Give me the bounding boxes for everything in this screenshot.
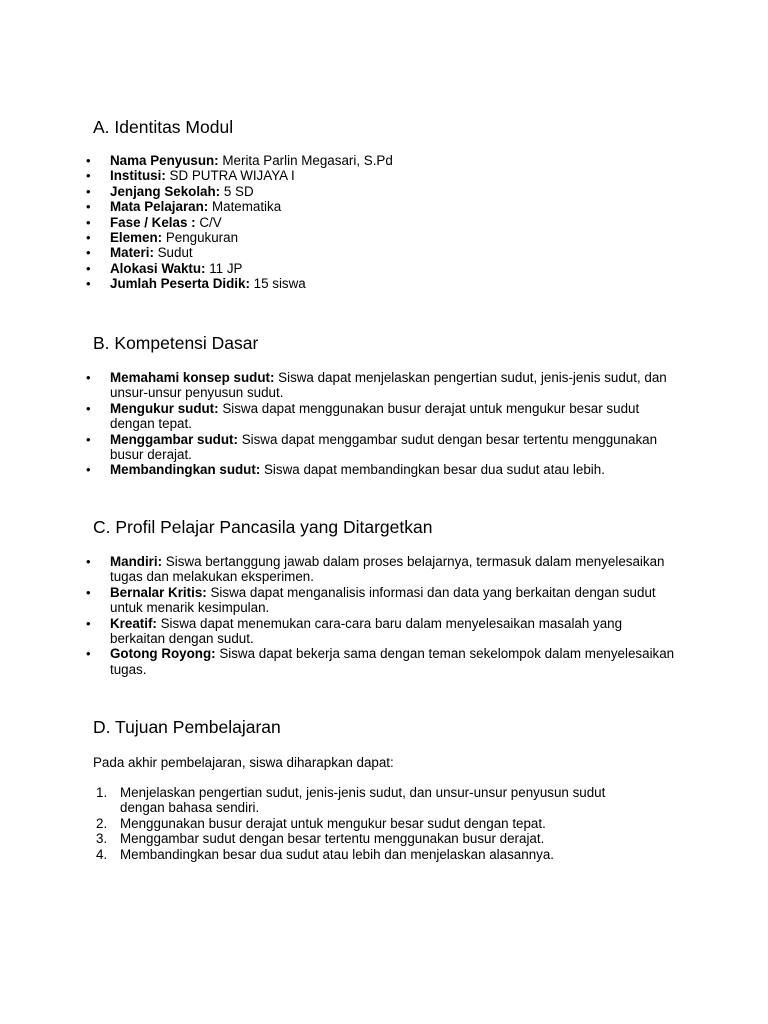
item-text: Merita Parlin Megasari, S.Pd [218, 153, 393, 168]
profil-list [0, 554, 680, 677]
item-number: 2. [96, 815, 108, 831]
item-text: Sudut [153, 245, 193, 261]
item-text: Matematika [208, 199, 282, 215]
item-text: 11 JP [205, 260, 243, 276]
list-item [0, 261, 680, 276]
item-number: 4. [96, 846, 108, 862]
item-term: Mata Pelajaran: [110, 199, 209, 215]
item-term: Menggambar sudut: [110, 431, 238, 447]
list-item [0, 432, 680, 463]
list-item [0, 199, 680, 214]
list-item [0, 370, 680, 401]
list-item [0, 816, 645, 831]
list-item [0, 153, 680, 168]
item-text: C/V [195, 214, 222, 230]
list-item [0, 215, 680, 230]
list-item [0, 276, 680, 291]
item-text: Siswa dapat menggunakan busur derajat untuk mengukur besar sudut dengan tepat. [110, 400, 640, 432]
list-item [0, 184, 680, 199]
item-text: Siswa dapat bekerja sama dengan teman sekelompok dalam menyelesaikan tugas. [110, 646, 675, 677]
item-term: Bernalar Kritis: [110, 584, 207, 600]
list-item [0, 554, 680, 585]
item-text: Siswa dapat menganalisis informasi dan data yang berkaitan dengan sudut untuk menarik kesimpulan. [110, 584, 656, 616]
list-item [0, 245, 680, 260]
item-text: Membandingkan besar dua sudut atau lebih dan menjelaskan alasannya. [120, 846, 555, 862]
section-heading: A. Identitas Modul [93, 117, 234, 137]
item-text: Menggambar sudut dengan besar tertentu menggunakan busur derajat. [120, 831, 545, 847]
item-term: Jenjang Sekolah: [110, 183, 221, 199]
list-item [0, 616, 680, 647]
item-term: Alokasi Waktu: [110, 260, 206, 276]
list-item [0, 462, 680, 477]
item-number: 3. [96, 831, 108, 847]
intro-text: Pada akhir pembelajaran, siswa diharapkan dapat: [93, 755, 394, 770]
item-text: Siswa dapat menggambar sudut dengan besar tertentu menggunakan busur derajat. [110, 431, 658, 463]
section-heading: D. Tujuan Pembelajaran [93, 717, 281, 737]
item-term: Kreatif: [110, 615, 157, 631]
item-text: Menggunakan busur derajat untuk mengukur besar sudut dengan tepat. [120, 815, 546, 831]
item-term: Memahami konsep sudut: [110, 370, 275, 385]
section-heading: B. Kompetensi Dasar [93, 333, 259, 353]
item-text: Menjelaskan pengertian sudut, jenis-jenis sudut, dan unsur-unsur penyusun sudut dengan bahasa sendiri. [120, 785, 606, 816]
list-item [0, 168, 680, 183]
item-text: Siswa dapat membandingkan besar dua sudut atau lebih. [260, 462, 605, 478]
item-term: Nama Penyusun: [110, 153, 219, 168]
list-item [0, 646, 680, 677]
item-term: Mandiri: [110, 554, 163, 569]
item-term: Membandingkan sudut: [110, 462, 261, 478]
list-item [0, 847, 645, 862]
item-term: Mengukur sudut: [110, 400, 219, 416]
kompetensi-list [0, 370, 680, 478]
item-term: Fase / Kelas : [110, 214, 196, 230]
item-term: Institusi: [110, 168, 166, 184]
identitas-list [0, 153, 680, 292]
item-term: Materi: [110, 245, 154, 261]
item-text: SD PUTRA WIJAYA I [165, 168, 295, 184]
item-number: 1. [96, 785, 108, 800]
item-text: Siswa dapat menemukan cara-cara baru dalam menyelesaikan masalah yang berkaitan dengan sudut. [110, 615, 623, 647]
item-text: Pengukuran [162, 230, 239, 246]
list-item [0, 831, 645, 846]
list-item [0, 585, 680, 616]
list-item [0, 401, 680, 432]
list-item [0, 785, 645, 816]
item-text: Siswa dapat menjelaskan pengertian sudut, jenis-jenis sudut, dan unsur-unsur penyusun sudut. [110, 370, 667, 401]
item-text: 5 SD [220, 183, 254, 199]
tujuan-list [0, 785, 645, 862]
list-item [0, 230, 680, 245]
item-text: Siswa bertanggung jawab dalam proses belajarnya, termasuk dalam menyelesaikan tugas dan melakukan eksperimen. [110, 554, 665, 585]
item-text: 15 siswa [249, 276, 306, 292]
item-term: Gotong Royong: [110, 646, 216, 662]
item-term: Elemen: [110, 230, 163, 246]
section-heading: C. Profil Pelajar Pancasila yang Ditargetkan [93, 517, 433, 537]
item-term: Jumlah Peserta Didik: [110, 276, 250, 292]
